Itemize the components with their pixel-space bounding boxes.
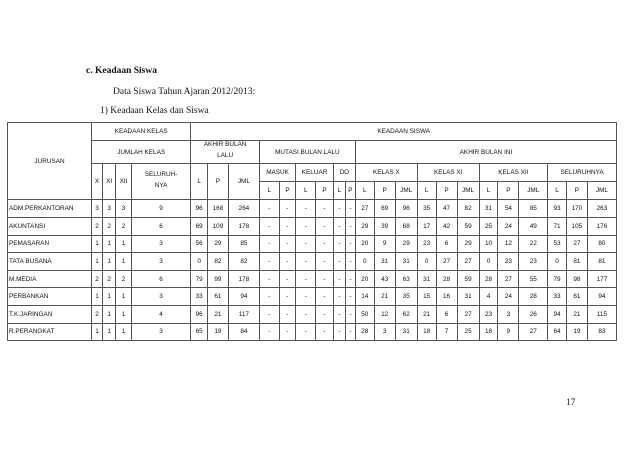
cell-kelas-xi: 1 xyxy=(103,288,116,306)
header-akhir-bulan-lalu-line1: AKHIR BULAN xyxy=(203,141,247,148)
cell-kelas-xi-jml: 27 xyxy=(457,305,479,323)
cell-kelas-xi-p: 42 xyxy=(436,218,457,236)
cell-jurusan: AKUNTANSI xyxy=(8,218,92,236)
cell-kelas-xii-jml: 49 xyxy=(519,218,548,236)
cell-kelas-xi-l: 35 xyxy=(417,200,436,218)
cell-kelas-x: 2 xyxy=(91,270,102,288)
header-kxii-p: P xyxy=(498,182,519,200)
cell-do-l: - xyxy=(333,305,345,323)
cell-seluruhnya-p: 81 xyxy=(566,253,587,271)
cell-kelas-x-jml: 96 xyxy=(395,200,417,218)
table-row xyxy=(8,270,617,288)
cell-kelas-xi-p: 27 xyxy=(436,253,457,271)
header-kxi-jml: JML xyxy=(457,182,479,200)
cell-jurusan: R.PERANGKAT xyxy=(8,323,92,341)
cell-kelas-x-jml: 29 xyxy=(395,235,417,253)
cell-abl-l: 69 xyxy=(191,218,208,236)
cell-kelas-xii-p: 12 xyxy=(498,235,519,253)
header-x: X xyxy=(91,164,102,200)
cell-kelas-xi-l: 23 xyxy=(417,235,436,253)
cell-seluruhnya-l: 33 xyxy=(548,288,567,306)
header-seluruhnya xyxy=(131,164,191,200)
cell-kelas-xi: 2 xyxy=(103,270,116,288)
cell-masuk-p: - xyxy=(279,270,296,288)
table-row xyxy=(8,253,617,271)
cell-do-l: - xyxy=(333,288,345,306)
cell-abl-l: 96 xyxy=(191,305,208,323)
header-all-l: L xyxy=(548,182,567,200)
header-do-p: P xyxy=(345,182,355,200)
cell-abl-p: 19 xyxy=(207,323,228,341)
header-jurusan: JURUSAN xyxy=(8,123,92,200)
cell-do-l: - xyxy=(333,218,345,236)
table-body xyxy=(8,200,617,341)
cell-masuk-l: - xyxy=(259,305,279,323)
header-kxii-jml: JML xyxy=(519,182,548,200)
cell-abl-p: 21 xyxy=(207,305,228,323)
cell-seluruhnya-jml: 176 xyxy=(587,218,616,236)
cell-masuk-l: - xyxy=(259,288,279,306)
cell-masuk-p: - xyxy=(279,253,296,271)
cell-kelas-x-jml: 35 xyxy=(395,288,417,306)
cell-do-p: - xyxy=(345,323,355,341)
cell-abl-jml: 117 xyxy=(228,305,259,323)
cell-kelas-xii-p: 24 xyxy=(498,288,519,306)
cell-kelas-xii: 1 xyxy=(116,323,131,341)
header-kxi-l: L xyxy=(417,182,436,200)
cell-kelas-xi-jml: 25 xyxy=(457,323,479,341)
cell-seluruhnya-l: 79 xyxy=(548,270,567,288)
cell-kelas-xii-l: 23 xyxy=(479,305,498,323)
cell-kelas-xi-p: 6 xyxy=(436,235,457,253)
cell-keluar-l: - xyxy=(296,288,316,306)
cell-kelas-xii-p: 23 xyxy=(498,253,519,271)
cell-abl-l: 79 xyxy=(191,270,208,288)
cell-abl-jml: 178 xyxy=(228,218,259,236)
header-jumlah-kelas: JUMLAH KELAS xyxy=(91,141,190,164)
cell-keluar-p: - xyxy=(316,288,334,306)
cell-kelas-xii-l: 18 xyxy=(479,323,498,341)
cell-keluar-l: - xyxy=(296,235,316,253)
cell-kelas-x-l: 20 xyxy=(355,235,374,253)
table-row xyxy=(8,305,617,323)
cell-seluruhnya-p: 27 xyxy=(566,235,587,253)
cell-keluar-p: - xyxy=(316,235,334,253)
cell-do-l: - xyxy=(333,270,345,288)
cell-kelas-xii-jml: 22 xyxy=(519,235,548,253)
cell-seluruhnya-jml: 81 xyxy=(587,253,616,271)
cell-kelas-x: 1 xyxy=(91,235,102,253)
header-masuk-p: P xyxy=(279,182,296,200)
cell-keluar-p: - xyxy=(316,305,334,323)
cell-kelas-x-p: 12 xyxy=(374,305,395,323)
cell-abl-jml: 84 xyxy=(228,323,259,341)
cell-keluar-l: - xyxy=(296,323,316,341)
cell-kelas-seluruhnya: 3 xyxy=(131,288,191,306)
header-abl-jml: JML xyxy=(228,164,259,200)
cell-abl-p: 168 xyxy=(207,200,228,218)
cell-masuk-p: - xyxy=(279,235,296,253)
header-mutasi: MUTASI BULAN LALU xyxy=(259,141,355,164)
cell-kelas-xi: 1 xyxy=(103,305,116,323)
cell-kelas-xi-p: 28 xyxy=(436,270,457,288)
cell-keluar-l: - xyxy=(296,253,316,271)
cell-kelas-xii-jml: 28 xyxy=(519,288,548,306)
table-row xyxy=(8,288,617,306)
cell-kelas-xi-p: 7 xyxy=(436,323,457,341)
data-subtitle: Data Siswa Tahun Ajaran 2012/2013: xyxy=(113,87,256,97)
cell-seluruhnya-jml: 115 xyxy=(587,305,616,323)
cell-kelas-xii: 2 xyxy=(116,270,131,288)
cell-keluar-p: - xyxy=(316,218,334,236)
cell-do-l: - xyxy=(333,235,345,253)
cell-kelas-x-l: 0 xyxy=(355,253,374,271)
cell-kelas-xii-p: 24 xyxy=(498,218,519,236)
cell-seluruhnya-p: 61 xyxy=(566,288,587,306)
header-kelas-xi: KELAS XI xyxy=(417,164,479,182)
cell-keluar-p: - xyxy=(316,270,334,288)
header-xi: XI xyxy=(103,164,116,200)
cell-masuk-p: - xyxy=(279,305,296,323)
cell-kelas-xii: 2 xyxy=(116,218,131,236)
cell-abl-jml: 264 xyxy=(228,200,259,218)
cell-kelas-xii: 1 xyxy=(116,235,131,253)
header-do-l: L xyxy=(333,182,345,200)
cell-kelas-xii-jml: 23 xyxy=(519,253,548,271)
header-akhir-bulan-ini: AKHIR BULAN INI xyxy=(355,141,616,164)
table-row xyxy=(8,235,617,253)
cell-kelas-xi-p: 16 xyxy=(436,288,457,306)
cell-kelas-xi-jml: 59 xyxy=(457,270,479,288)
header-keadaan-siswa: KEADAAN SISWA xyxy=(191,123,617,141)
cell-keluar-l: - xyxy=(296,305,316,323)
cell-kelas-xi-jml: 31 xyxy=(457,288,479,306)
cell-keluar-p: - xyxy=(316,200,334,218)
cell-kelas-x-l: 20 xyxy=(355,270,374,288)
cell-masuk-l: - xyxy=(259,323,279,341)
cell-seluruhnya-l: 94 xyxy=(548,305,567,323)
cell-kelas-seluruhnya: 3 xyxy=(131,253,191,271)
header-abl-p: P xyxy=(207,164,228,200)
cell-abl-p: 29 xyxy=(207,235,228,253)
cell-seluruhnya-p: 19 xyxy=(566,323,587,341)
cell-kelas-xi: 1 xyxy=(103,253,116,271)
cell-kelas-xi-jml: 27 xyxy=(457,253,479,271)
cell-kelas-x: 2 xyxy=(91,305,102,323)
cell-abl-p: 82 xyxy=(207,253,228,271)
header-keluar-p: P xyxy=(316,182,334,200)
cell-kelas-xii: 1 xyxy=(116,288,131,306)
section-title: c. Keadaan Siswa xyxy=(86,66,157,76)
table-row xyxy=(8,323,617,341)
cell-kelas-xi-jml: 29 xyxy=(457,235,479,253)
header-akhir-bulan-lalu-line2: LALU xyxy=(217,152,234,160)
header-seluruhnya-line2: NYA xyxy=(154,181,168,189)
cell-kelas-x-p: 69 xyxy=(374,200,395,218)
cell-kelas-xi-p: 6 xyxy=(436,305,457,323)
cell-kelas-seluruhnya: 9 xyxy=(131,200,191,218)
header-kx-l: L xyxy=(355,182,374,200)
cell-kelas-xii-p: 9 xyxy=(498,323,519,341)
cell-keluar-l: - xyxy=(296,200,316,218)
cell-kelas-xii: 1 xyxy=(116,305,131,323)
cell-jurusan: T.K.JARINGAN xyxy=(8,305,92,323)
cell-masuk-p: - xyxy=(279,218,296,236)
cell-seluruhnya-l: 53 xyxy=(548,235,567,253)
cell-masuk-l: - xyxy=(259,235,279,253)
cell-do-p: - xyxy=(345,288,355,306)
student-data-table xyxy=(7,122,617,341)
cell-seluruhnya-l: 71 xyxy=(548,218,567,236)
cell-jurusan: M.MEDIA xyxy=(8,270,92,288)
cell-kelas-x-p: 9 xyxy=(374,235,395,253)
cell-kelas-x-jml: 31 xyxy=(395,323,417,341)
cell-abl-l: 56 xyxy=(191,235,208,253)
cell-abl-jml: 94 xyxy=(228,288,259,306)
cell-kelas-xi-l: 17 xyxy=(417,218,436,236)
cell-abl-l: 33 xyxy=(191,288,208,306)
cell-kelas-xi-l: 18 xyxy=(417,323,436,341)
cell-kelas-x-p: 39 xyxy=(374,218,395,236)
cell-seluruhnya-l: 0 xyxy=(548,253,567,271)
cell-kelas-xi-l: 31 xyxy=(417,270,436,288)
cell-kelas-x: 1 xyxy=(91,288,102,306)
header-keluar-l: L xyxy=(296,182,316,200)
cell-jurusan: TATA BUSANA xyxy=(8,253,92,271)
cell-keluar-p: - xyxy=(316,323,334,341)
cell-kelas-xii-p: 3 xyxy=(498,305,519,323)
header-abl-l: L xyxy=(191,164,208,200)
cell-masuk-l: - xyxy=(259,218,279,236)
cell-masuk-l: - xyxy=(259,200,279,218)
cell-do-l: - xyxy=(333,200,345,218)
cell-kelas-xii-jml: 55 xyxy=(519,270,548,288)
cell-kelas-seluruhnya: 6 xyxy=(131,270,191,288)
header-kxi-p: P xyxy=(436,182,457,200)
cell-kelas-x-p: 21 xyxy=(374,288,395,306)
cell-seluruhnya-jml: 177 xyxy=(587,270,616,288)
cell-abl-p: 109 xyxy=(207,218,228,236)
cell-kelas-xi: 1 xyxy=(103,323,116,341)
cell-kelas-xii-jml: 27 xyxy=(519,323,548,341)
cell-masuk-p: - xyxy=(279,288,296,306)
cell-kelas-xi-jml: 82 xyxy=(457,200,479,218)
cell-kelas-xii-p: 54 xyxy=(498,200,519,218)
cell-masuk-l: - xyxy=(259,253,279,271)
cell-keluar-l: - xyxy=(296,218,316,236)
cell-abl-l: 65 xyxy=(191,323,208,341)
cell-kelas-x-l: 50 xyxy=(355,305,374,323)
cell-masuk-l: - xyxy=(259,270,279,288)
cell-kelas-xii: 1 xyxy=(116,253,131,271)
page-number: 17 xyxy=(566,398,576,408)
cell-kelas-xii-l: 28 xyxy=(479,270,498,288)
cell-kelas-x-p: 31 xyxy=(374,253,395,271)
cell-kelas-x-l: 29 xyxy=(355,218,374,236)
cell-kelas-x: 3 xyxy=(91,200,102,218)
cell-do-p: - xyxy=(345,218,355,236)
cell-kelas-xii-l: 10 xyxy=(479,235,498,253)
cell-kelas-x-jml: 62 xyxy=(395,305,417,323)
cell-jurusan: PEMASARAN xyxy=(8,235,92,253)
cell-kelas-xi: 3 xyxy=(103,200,116,218)
cell-seluruhnya-p: 98 xyxy=(566,270,587,288)
cell-kelas-x-p: 43 xyxy=(374,270,395,288)
cell-jurusan: ADM.PERKANTORAN xyxy=(8,200,92,218)
cell-kelas-xi-jml: 59 xyxy=(457,218,479,236)
cell-kelas-seluruhnya: 6 xyxy=(131,218,191,236)
header-seluruhnya-line1: SELURUH- xyxy=(144,170,178,178)
cell-kelas-x-l: 27 xyxy=(355,200,374,218)
cell-kelas-xii-l: 0 xyxy=(479,253,498,271)
header-all-jml: JML xyxy=(587,182,616,200)
cell-kelas-xi-p: 47 xyxy=(436,200,457,218)
cell-kelas-xii-l: 25 xyxy=(479,218,498,236)
header-kelas-x: KELAS X xyxy=(355,164,417,182)
cell-seluruhnya-jml: 263 xyxy=(587,200,616,218)
cell-kelas-xi: 1 xyxy=(103,235,116,253)
header-seluruhnya-all: SELURUHNYA xyxy=(548,164,617,182)
cell-kelas-x-jml: 63 xyxy=(395,270,417,288)
cell-do-p: - xyxy=(345,200,355,218)
cell-abl-jml: 178 xyxy=(228,270,259,288)
cell-kelas-xii-jml: 85 xyxy=(519,200,548,218)
cell-kelas-x: 1 xyxy=(91,323,102,341)
cell-kelas-xi-l: 15 xyxy=(417,288,436,306)
cell-kelas-xii-l: 4 xyxy=(479,288,498,306)
cell-do-p: - xyxy=(345,235,355,253)
cell-seluruhnya-jml: 80 xyxy=(587,235,616,253)
cell-keluar-p: - xyxy=(316,253,334,271)
cell-abl-jml: 82 xyxy=(228,253,259,271)
header-kxii-l: L xyxy=(479,182,498,200)
cell-kelas-x: 1 xyxy=(91,253,102,271)
cell-abl-l: 96 xyxy=(191,200,208,218)
cell-jurusan: PERBANKAN xyxy=(8,288,92,306)
cell-kelas-seluruhnya: 3 xyxy=(131,323,191,341)
header-xii: XII xyxy=(116,164,131,200)
table-row xyxy=(8,200,617,218)
header-masuk: MASUK xyxy=(259,164,295,182)
cell-seluruhnya-l: 93 xyxy=(548,200,567,218)
cell-keluar-l: - xyxy=(296,270,316,288)
cell-kelas-seluruhnya: 3 xyxy=(131,235,191,253)
cell-kelas-xii-l: 31 xyxy=(479,200,498,218)
cell-seluruhnya-jml: 94 xyxy=(587,288,616,306)
cell-kelas-xi-l: 0 xyxy=(417,253,436,271)
cell-seluruhnya-jml: 83 xyxy=(587,323,616,341)
cell-abl-l: 0 xyxy=(191,253,208,271)
table-row xyxy=(8,218,617,236)
cell-abl-p: 61 xyxy=(207,288,228,306)
cell-kelas-seluruhnya: 4 xyxy=(131,305,191,323)
cell-seluruhnya-p: 170 xyxy=(566,200,587,218)
cell-masuk-p: - xyxy=(279,200,296,218)
cell-abl-jml: 85 xyxy=(228,235,259,253)
header-kelas-xii: KELAS XII xyxy=(479,164,547,182)
cell-do-l: - xyxy=(333,323,345,341)
header-all-p: P xyxy=(566,182,587,200)
cell-kelas-xii-p: 27 xyxy=(498,270,519,288)
cell-seluruhnya-p: 105 xyxy=(566,218,587,236)
header-keluar: KELUAR xyxy=(296,164,334,182)
header-kx-p: P xyxy=(374,182,395,200)
header-do: DO xyxy=(333,164,355,182)
cell-masuk-p: - xyxy=(279,323,296,341)
cell-kelas-xii-jml: 26 xyxy=(519,305,548,323)
cell-kelas-xi-l: 21 xyxy=(417,305,436,323)
header-keadaan-kelas: KEADAAN KELAS xyxy=(91,123,190,141)
cell-do-l: - xyxy=(333,253,345,271)
cell-kelas-x-jml: 68 xyxy=(395,218,417,236)
cell-abl-p: 99 xyxy=(207,270,228,288)
cell-do-p: - xyxy=(345,305,355,323)
header-akhir-bulan-lalu xyxy=(191,141,259,164)
cell-kelas-x-p: 3 xyxy=(374,323,395,341)
cell-do-p: - xyxy=(345,270,355,288)
cell-do-p: - xyxy=(345,253,355,271)
cell-seluruhnya-p: 21 xyxy=(566,305,587,323)
cell-kelas-x-l: 28 xyxy=(355,323,374,341)
list-item-heading: 1) Keadaan Kelas dan Siswa xyxy=(100,106,209,116)
cell-seluruhnya-l: 64 xyxy=(548,323,567,341)
header-masuk-l: L xyxy=(259,182,279,200)
cell-kelas-xii: 3 xyxy=(116,200,131,218)
cell-kelas-xi: 2 xyxy=(103,218,116,236)
header-kx-jml: JML xyxy=(395,182,417,200)
cell-kelas-x-l: 14 xyxy=(355,288,374,306)
cell-kelas-x: 2 xyxy=(91,218,102,236)
cell-kelas-x-jml: 31 xyxy=(395,253,417,271)
